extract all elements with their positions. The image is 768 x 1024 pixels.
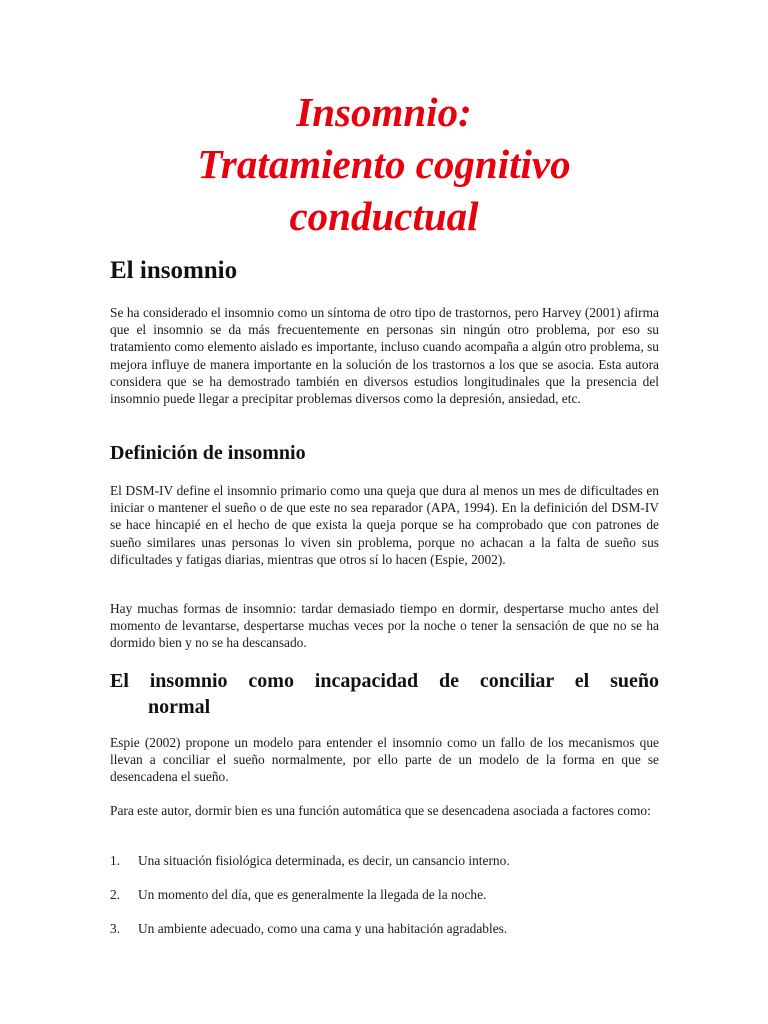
list-item-text: Un ambiente adecuado, como una cama y una habitación agradables. [138, 921, 508, 936]
list-item-number: 2. [110, 887, 121, 902]
section-heading-insomnio: El insomnio [110, 257, 238, 284]
title-line-1: Insomnio: [296, 89, 472, 135]
paragraph: Espie (2002) propone un modelo para entender el insomnio como un fallo de los mecanismos que llevan a conciliar el sueño normalmente, por ello parte de un modelo de la forma en que se desencadena el sueño. [110, 735, 659, 785]
document-title [100, 86, 668, 242]
list-item-text: Una situación fisiológica determinada, es decir, un cansancio interno. [138, 853, 510, 868]
list-item-text: Un momento del día, que es generalmente la llegada de la noche. [138, 887, 487, 902]
paragraph: El DSM-IV define el insomnio primario como una queja que dura al menos un mes de dificultades en iniciar o mantener el sueño o de que este no sea reparador (APA, 1994). En la definición del DSM-IV se hace hincapié en el hecho de que exista la queja porque se ha comprobado que con patrones de sueño similares unas personas lo viven sin problema, porque no achacan a la falta de sueño sus dificultades y fatigas diarias, mientras que otros sí lo hacen (Espie, 2002). [110, 483, 659, 567]
list-item-number: 3. [110, 921, 121, 936]
title-line-2: Tratamiento cognitivo [197, 141, 571, 187]
list-item-number: 1. [110, 853, 121, 868]
section-heading-incapacidad-continued: normal [148, 696, 211, 718]
section-heading-incapacidad: El insomnio como incapacidad de conciliar el sueño [110, 670, 659, 692]
paragraph: Para este autor, dormir bien es una función automática que se desencadena asociada a factores como: [110, 803, 651, 818]
paragraph: Hay muchas formas de insomnio: tardar demasiado tiempo en dormir, despertarse mucho antes del momento de levantarse, despertarse muchas veces por la noche o tener la sensación de que no se ha dormido bien y no se ha descansado. [110, 601, 659, 651]
paragraph: Se ha considerado el insomnio como un síntoma de otro tipo de trastornos, pero Harvey (2001) afirma que el insomnio se da más frecuentemente en personas sin ningún otro problema, por eso su tratamiento como elemento aislado es importante, incluso cuando acompaña a algún otro problema, su mejora influye de manera importante en la solución de los trastornos a los que se asocia. Esta autora considera que se ha demostrado también en diversos estudios longitudinales que la presencia del insomnio puede llegar a precipitar problemas diversos como la depresión, ansiedad, etc. [110, 305, 659, 407]
title-line-3: conductual [289, 193, 479, 239]
section-heading-definicion: Definición de insomnio [110, 442, 306, 464]
